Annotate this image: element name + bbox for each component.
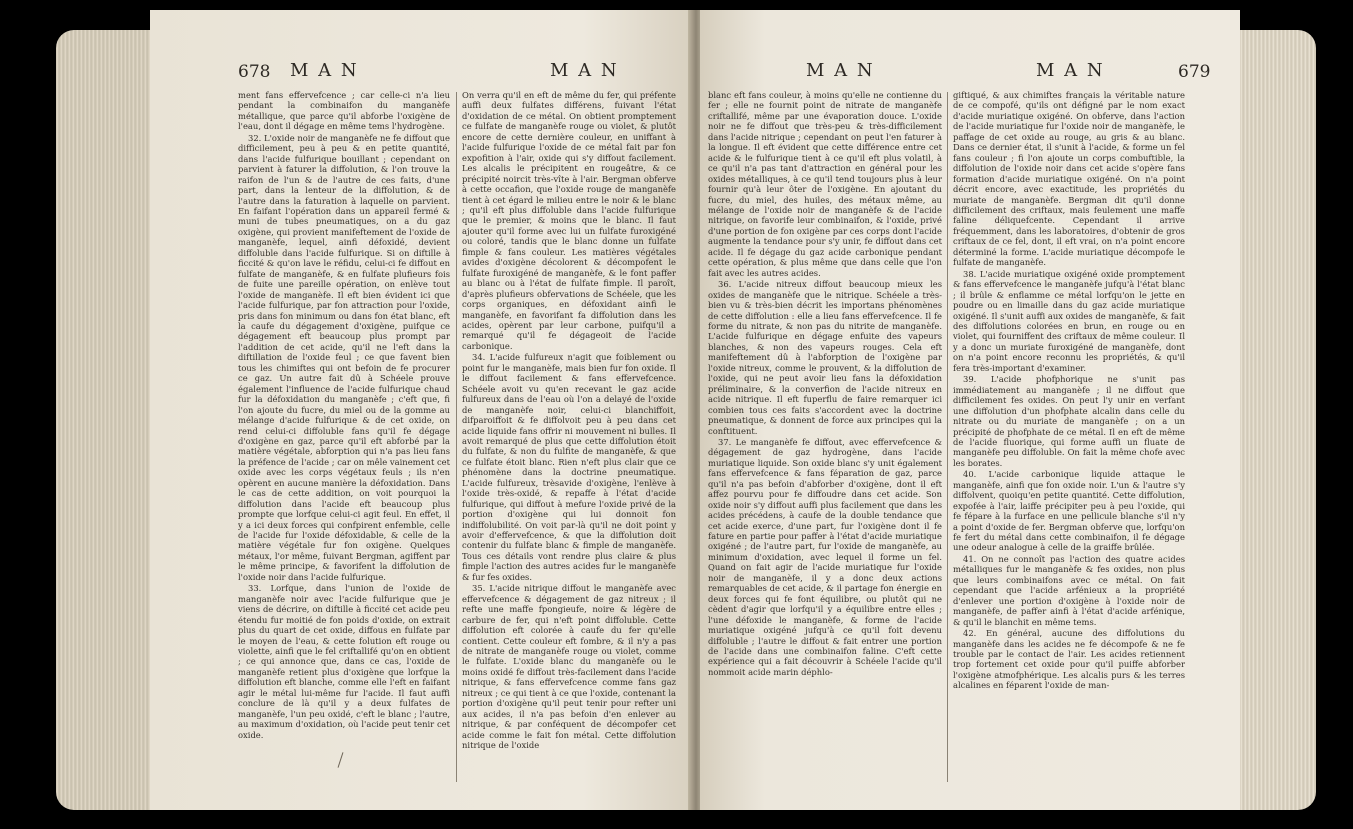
paragraph: giftiqué, & aux chimiftes français la véritable nature de ce compofé, qu'ils ont défigné par le nom exact d'acide muriatique oxigéné. On obferve, dans l'action de l'acide muriatique fur l'oxide noir de manganèfe, le paffage de cet oxide au rouge, au gris & au blanc. Dans ce dernier état, il s'unit à l'acide, & forme un fel fans couleur ; fi l'on ajoute un corps combuftible, la diffolution de l'oxide noir dans cet acide s'opère fans formation d'acide muriatique oxigéné. On n'a point décrit encore, avec exactitude, les propriétés du muriate de manganèfe. Bergman dit qu'il donne difficilement des criftaux, mais feulement une maffe faline déliquefcente. Cependant il arrive fréquemment, dans les laboratoires, d'obtenir de gros criftaux de ce fel, dont, il eft vrai, on n'a point encore déterminé la forme. L'acide muriatique décompofe le fulfate de manganèfe. bbox=[953, 90, 1185, 268]
right-running-head-a: M A N bbox=[806, 60, 875, 81]
paragraph: 36. L'acide nitreux diffout beaucoup mieux les oxides de manganèfe que le nitrique. Schéele a très-bien vu & très-bien décrit les importans phénomènes de cette diffolution : elle a lieu fans effervefcence. Il fe forme du nitrate, & non pas du nitrite de manganèfe. L'acide fulfurique en dégage enfuite des vapeurs blanches, & non des vapeurs rouges. Cela eft manifeftement dû à l'abforption de l'oxigène par l'oxide nitreux, comme le prouvent, & la diffolution de l'oxide, qui ne peut avoir lieu fans la défoxidation préliminaire, & la converfion de l'acide nitreux en acide nitrique. Il eft fuperflu de faire remarquer ici combien tous ces faits s'accordent avec la doctrine pneumatique, & donnent de force aux principes qui la conftituent. bbox=[708, 279, 942, 436]
left-column-a bbox=[238, 90, 450, 790]
paragraph: 37. Le manganèfe fe diffout, avec effervefcence & dégagement de gaz hydrogène, dans l'acide muriatique liquide. Son oxide blanc s'y unit également fans effervefcence & fans féparation de gaz, parce qu'il n'a pas befoin d'abforber d'oxigène, dont il eft affez pourvu pour fe diffoudre dans cet acide. Son oxide noir s'y diffout auffi plus facilement que dans les acides précédens, à caufe de la double tendance que cet acide exerce, d'une part, fur l'oxigène dont il fe fature en partie pour paffer à l'état d'acide muriatique oxigéné ; de l'autre part, fur l'oxide de manganèfe, au minimum d'oxidation, avec lequel il forme un fel. Quand on fait agir de l'acide muriatique fur l'oxide noir de manganèfe, il y a donc deux actions remarquables de cet acide, & il partage fon énergie en deux forces qui fe font équilibre, ou plutôt qui ne cèdent d'agir que lorfqu'il y a équilibre entre elles ; l'une défoxide le manganèfe, & forme de l'acide muriatique oxigéné jufqu'à ce qu'il foit devenu diffoluble ; l'autre le diffout & fait entrer une portion de l'acide dans une combinaifon faline. C'eft cette expérience qui a fait découvrir à Schéele l'acide qu'il nommoit acide marin déphlo- bbox=[708, 436, 942, 677]
left-running-head-a: M A N bbox=[290, 60, 359, 81]
right-page bbox=[700, 10, 1240, 810]
left-column-b bbox=[462, 90, 676, 790]
paragraph: On verra qu'il en eft de même du fer, qui préfente auffi deux fulfates différens, fuivant l'état d'oxidation de ce métal. On obtient promptement ce fulfate de manganèfe rouge ou violet, & plutôt encore de cette dernière couleur, en uniffant à l'acide fulfurique l'oxide de ce métal fait par fon expofition à l'air, oxide qui s'y diffout facilement. Les alcalis le précipitent en rougeâtre, & ce précipité noircit très-vîte à l'air. Bergman obferve à cette occafion, que l'oxide rouge de manganèfe tient à cet égard le milieu entre le noir & le blanc ; qu'il eft plus diffoluble dans l'acide fulfurique que le premier, & moins que le blanc. Il faut ajouter qu'il forme avec lui un fulfate furoxigéné ou coloré, tandis que le blanc donne un fulfate fimple & fans couleur. Les matières végétales avides d'oxigène décolorent & décompofent le fulfate furoxigéné de manganèfe, & le font paffer au blanc ou à l'état de fulfate fimple. Il paroît, d'après plufieurs obfervations de Schéele, que les corps organiques, en défoxidant ainfi le manganèfe, en favorifant fa diffolution dans les acides, opèrent par leur carbone, puifqu'il a remarqué qu'il fe dégageoit de l'acide carbonique. bbox=[462, 90, 676, 351]
paragraph: 40. L'acide carbonique liquide attaque le manganèfe, ainfi que fon oxide noir. L'un & l'autre s'y diffolvent, quoiqu'en petite quantité. Cette diffolution, expofée à l'air, laiffe précipiter peu à peu l'oxide, qui fe fépare à la furface en une pellicule blanche s'il n'y a point d'oxide de fer. Bergman obferve que, lorfqu'on fe fert du métal dans cette combinaifon, il fe dégage une odeur analogue à celle de la graiffe brûlée. bbox=[953, 469, 1185, 553]
right-column-a bbox=[708, 90, 942, 790]
paragraph: 38. L'acide muriatique oxigéné oxide promptement & fans effervefcence le manganèfe jufqu'à l'état blanc ; il brûle & enflamme ce métal lorfqu'on le jette en poudre ou en limaille dans du gaz acide muriatique oxigéné. Il s'unit auffi aux oxides de manganèfe, & fait des diffolutions colorées en brun, en rouge ou en violet, qui fourniffent des criftaux de même couleur. Il y a donc un muriate furoxigéné de manganèfe, dont on n'a point encore reconnu les propriétés, & qu'il fera très-important d'examiner. bbox=[953, 268, 1185, 373]
paragraph: 35. L'acide nitrique diffout le manganèfe avec effervefcence & dégagement de gaz nitreux ; il refte une maffe fpongieufe, noire & légère de carbure de fer, qui n'eft point diffoluble. Cette diffolution eft colorée à caufe du fer qu'elle contient. Cette couleur eft fombre, & il n'y a pas de nitrate de manganèfe rouge ou violet, comme le fulfate. L'oxide blanc du manganèfe ou le moins oxidé fe diffout très-facilement dans l'acide nitrique, & fans effervefcence comme fans gaz nitreux ; ce qui tient à ce que l'oxide, contenant la portion d'oxigène qu'il peut tenir pour refter uni aux acides, il n'a pas befoin d'en enlever au nitrique, & par conféquent de décompofer cet acide comme le fait fon métal. Cette diffolution nitrique de l'oxide bbox=[462, 583, 676, 751]
right-page-number: 679 bbox=[1178, 62, 1211, 82]
right-running-head-b: M A N bbox=[1036, 60, 1105, 81]
paragraph: ment fans effervefcence ; car celle-ci n'a lieu pendant la combinaifon du manganèfe métallique, que parce qu'il abforbe l'oxigène de l'eau, dont il dégage en même tems l'hydrogène. bbox=[238, 90, 450, 132]
paragraph: 39. L'acide phofphorique ne s'unit pas immédiatement au manganèfe ; il ne diffout que difficilement fes oxides. On peut l'y unir en verfant une diffolution d'un phofphate alcalin dans celle du nitrate ou du muriate de manganèfe ; on a un précipité de phofphate de ce métal. Il en eft de même de l'acide fluorique, qui forme auffi un fluate de manganèfe peu diffoluble. On fait la même chofe avec les borates. bbox=[953, 374, 1185, 468]
paragraph: 42. En général, aucune des diffolutions du manganèfe dans les acides ne fe décompofe & ne fe trouble par le contact de l'air. Les acides retiennent trop fortement cet oxide pour qu'il puiffe abforber l'oxigène atmofphérique. Les alcalis purs & les terres alcalines en féparent l'oxide de man- bbox=[953, 628, 1185, 691]
left-page bbox=[150, 10, 692, 810]
left-page-number: 678 bbox=[238, 62, 271, 82]
paragraph: 32. L'oxide noir de manganèfe ne fe diffout que difficilement, peu à peu & en petite quantité, dans l'acide fulfurique bouillant ; cependant on parvient à faturer la diffolution, & l'on trouve la raifon de l'un & de l'autre de ces faits, d'une part, dans la lenteur de la diffolution, & de l'autre dans la faturation à laquelle on parvient. En faifant l'opération dans un appareil fermé & muni de tubes pneumatiques, on a du gaz oxigène, qui provient manifeftement de l'oxide de manganèfe, lequel, ainfi défoxidé, devient diffoluble dans l'acide fulfurique. Si on diftille à ficcité & qu'on lave le réfidu, celui-ci fe diffout en fulfate de manganèfe, & en fulfate plufieurs fois de fuite une pareille opération, on enlève tout l'oxide de manganèfe. Il eft bien évident ici que l'acide fulfurique, par fon attraction pour l'oxide, pris dans fon minimum ou dans fon état blanc, eft la caufe du dégagement d'oxigène, puifque ce dégagement eft beaucoup plus prompt par l'addition de cet acide, qu'il ne l'eft dans la diftillation de l'oxide feul ; ce que favent bien tous les chimiftes qui ont befoin de fe procurer ce gaz. Un autre fait dû à Schéele prouve également l'influence de l'acide fulfurique chaud fur la défoxidation du manganèfe ; c'eft que, fi l'on ajoute du fucre, du miel ou de la gomme au mélange d'acide fulfurique & de cet oxide, on rend celui-ci diffoluble fans qu'il fe dégage d'oxigène en gaz, parce qu'il eft abforbé par la matière végétale, abforption qui n'a pas lieu fans la préfence de l'acide ; car on mêle vainement cet oxide avec les corps végétaux feuls ; ils n'en opèrent en aucune manière la défoxidation. Dans le cas de cette addition, on voit pourquoi la diffolution dans l'acide eft beaucoup plus prompte que lorfque celui-ci agit feul. En effet, il y a ici deux forces qui confpirent enfemble, celle de l'acide fur l'oxide défoxidable, & celle de la matière végétale fur fon oxigène. Quelques métaux, l'or même, fuivant Bergman, agiffent par le même principe, & favorifent la diffolution de l'oxide noir dans l'acide fulfurique. bbox=[238, 132, 450, 582]
paragraph: 34. L'acide fulfureux n'agit que foiblement ou point fur le manganèfe, mais bien fur fon oxide. Il le diffout facilement & fans effervefcence. Schéele avoit vu qu'en recevant le gaz acide fulfureux dans de l'eau où l'on a delayé de l'oxide de manganèfe noir, celui-ci blanchiffoit, difparoiffoit & fe diffolvoit peu à peu dans cet acide liquide fans offrir ni mouvement ni bulles. Il avoit remarqué de plus que cette diffolution étoit du fulfate, & non du fulfite de manganèfe, & que ce fulfate étoit blanc. Rien n'eft plus clair que ce phénomène dans la doctrine pneumatique. L'acide fulfureux, trèsavide d'oxigène, l'enlève à l'oxide très-oxidé, & repaffe à l'état d'acide fulfurique, qui diffout à mefure l'oxide privé de la portion d'oxigène qui lui donnoit fon indiffolubilité. On voit par-là qu'il ne doit point y avoir d'effervefcence, & que la diffolution doit contenir du fulfate blanc & fimple de manganèfe. Tous ces détails vont rendre plus claire & plus fimple l'action des autres acides fur le manganèfe & fur fes oxides. bbox=[462, 352, 676, 582]
paragraph: 33. Lorfque, dans l'union de l'oxide de manganèfe noir avec l'acide fulfurique que je viens de décrire, on diftille à ficcité cet acide peu étendu fur moitié de fon poids d'oxide, on extrait plus du quart de cet oxide, diffous en fulfate par le moyen de l'eau, & cette folution eft rouge ou violette, ainfi que le fel criftallifé qu'on en obtient ; ce qui annonce que, dans ce cas, l'oxide de manganèfe retient plus d'oxigène que lorfque la diffolution eft blanche, comme elle l'eft en faifant agir le métal lui-même fur l'acide. Il faut auffi conclure de là qu'il y a deux fulfates de manganèfe, l'un peu oxidé, c'eft le blanc ; l'autre, au maximum d'oxidation, où l'acide peut tenir cet oxide. bbox=[238, 583, 450, 740]
column-rule bbox=[947, 92, 948, 782]
paragraph: 41. On ne connoît pas l'action des quatre acides métalliques fur le manganèfe & fes oxides, non plus que leurs combinaifons avec ce métal. On fait cependant que l'acide arfénieux a la propriété d'enlever une portion d'oxigène à l'oxide noir de manganèfe, de paffer ainfi à l'état d'acide arfénique, & qu'il le blanchit en même tems. bbox=[953, 553, 1185, 627]
paragraph: blanc eft fans couleur, à moins qu'elle ne contienne du fer ; elle ne fournit point de nitrate de manganèfe criftallifé, même par une évaporation douce. L'oxide noir ne fe diffout que très-peu & très-difficilement dans l'acide nitrique ; cependant on peut l'en faturer à la longue. Il eft évident que cette différence entre cet acide & le fulfurique tient à ce qu'il eft plus volatil, à ce qu'il n'a pas tant d'attraction en général pour les oxides métalliques, à ce qu'il tend toujours plus à leur fournir qu'à leur ôter de l'oxigène. En ajoutant du fucre, du miel, des huiles, des métaux même, au mélange de l'oxide noir de manganèfe & de l'acide nitrique, on favorife leur combinaifon, & l'oxide, privé d'une portion de fon oxigène par ces corps dont l'acide augmente la tendance pour s'y unir, fe diffout dans cet acide. Il fe dégage du gaz acide carbonique pendant cette opération, & plus même que dans celle que l'on fait avec les autres acides. bbox=[708, 90, 942, 278]
column-rule bbox=[456, 92, 457, 782]
right-column-b bbox=[953, 90, 1185, 790]
left-running-head-b: M A N bbox=[550, 60, 619, 81]
